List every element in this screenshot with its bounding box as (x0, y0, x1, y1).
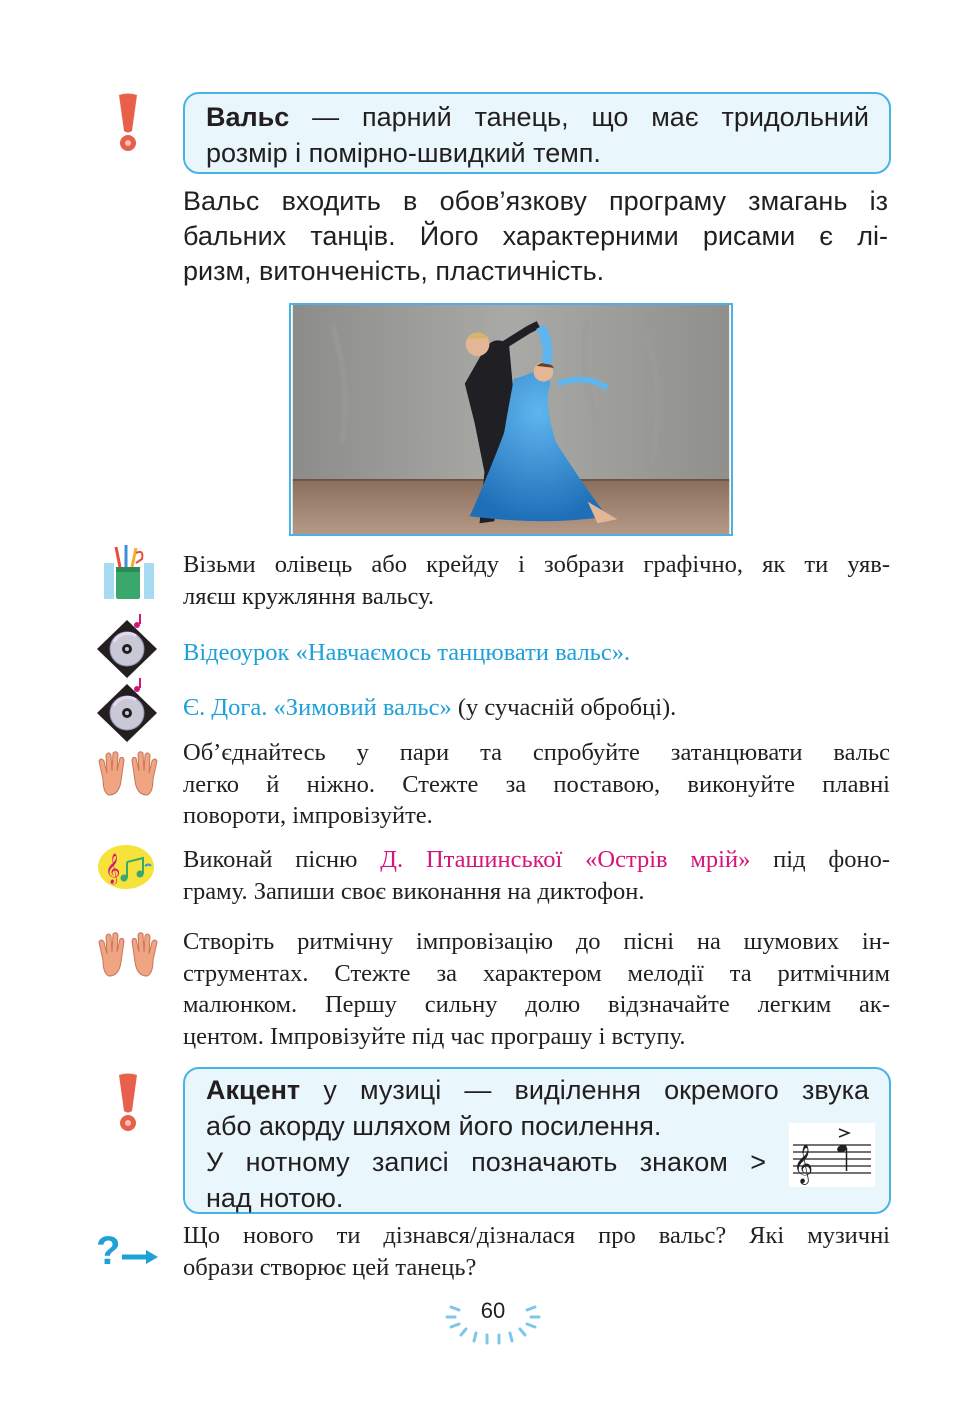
definition-line-3: У нотному записі позначають знаком > (206, 1147, 766, 1177)
task-listen (183, 692, 890, 724)
exclamation-icon (113, 1073, 143, 1133)
definition-text: у музиці — виділення окремого звука (300, 1075, 869, 1105)
task-rhythm (183, 926, 890, 1052)
song-title: Д. Пташинської «Острів мрій» (380, 846, 751, 873)
music-notes-icon (97, 844, 155, 890)
task-line: струментах. Стежте за характером мелодії та ритмічним (183, 959, 890, 987)
svg-text:𝄞: 𝄞 (105, 854, 121, 884)
task-line: легко й ніжно. Стежте за поставою, виконуйте плавні (183, 770, 890, 798)
task-line: центом. Імпровізуйте під час програшу і вступу. (183, 1022, 686, 1050)
definition-box-accent (183, 1067, 891, 1214)
task-text: Виконай пісню (183, 846, 381, 873)
task-text: під фоно- (750, 846, 891, 873)
definition-line-1 (206, 1072, 869, 1108)
task-dance (183, 737, 890, 832)
accent-notation-image (789, 1123, 875, 1187)
review-question (183, 1220, 890, 1283)
question-arrow-icon (96, 1226, 160, 1268)
question-line: Що нового ти дізнався/дізналася про вальс? Які музичні (183, 1222, 890, 1249)
term-waltz: Вальс (206, 102, 290, 132)
pencil-cup-icon (100, 545, 158, 601)
definition-box-waltz (183, 92, 891, 174)
task-line: граму. Запиши своє виконання на диктофон. (183, 877, 645, 905)
video-disc-icon[interactable] (96, 612, 158, 678)
audio-disc-icon[interactable] (96, 676, 158, 742)
page-number: 60 (480, 1298, 506, 1323)
definition-line-1 (206, 99, 869, 135)
winter-waltz-link[interactable]: Є. Дога. «Зимовий вальс» (183, 694, 452, 721)
task-line: ляєш кружляння вальсу. (183, 582, 435, 610)
definition-line-2: розмір і помірно-швидкий темп. (206, 138, 601, 168)
task-draw (183, 549, 890, 612)
exclamation-icon (113, 93, 143, 153)
task-line: Візьми олівець або крейду і зобрази графічно, як ти уяв- (183, 551, 890, 578)
video-lesson-link[interactable]: Відеоурок «Навчаємось танцювати вальс». (183, 639, 631, 666)
definition-line-2: або акорду шляхом його посилення. (206, 1111, 662, 1141)
hands-icon (97, 749, 159, 799)
intro-line: Вальс входить в обов’язкову програму змагань із (183, 186, 888, 216)
intro-line: ризм, витонченість, пластичність. (183, 256, 605, 286)
task-line: малюнком. Першу сильну долю відзначайте легким ак- (183, 991, 890, 1018)
question-line: образи створює цей танець? (183, 1253, 477, 1281)
waltz-dancers-photo (289, 303, 733, 536)
definition-text: — парний танець, що має тридольний (289, 102, 869, 132)
task-line: Створіть ритмічну імпровізацію до пісні на шумових ін- (183, 928, 890, 955)
intro-line: бальних танців. Його характерними рисами є лі- (183, 221, 888, 251)
task-video[interactable] (183, 637, 890, 669)
intro-paragraph (183, 184, 888, 289)
task-line: Об’єднайтесь у пари та спробуйте затанцювати вальс (183, 739, 890, 766)
task-sing (183, 844, 890, 907)
term-accent: Акцент (206, 1075, 301, 1105)
hands-icon (97, 930, 159, 980)
svg-text:𝄞: 𝄞 (793, 1144, 814, 1184)
task-text: (у сучасній обробці). (451, 694, 677, 721)
task-line: повороти, імпровізуйте. (183, 802, 433, 829)
definition-line-4: над нотою. (206, 1183, 344, 1213)
svg-text:?: ? (96, 1229, 121, 1268)
